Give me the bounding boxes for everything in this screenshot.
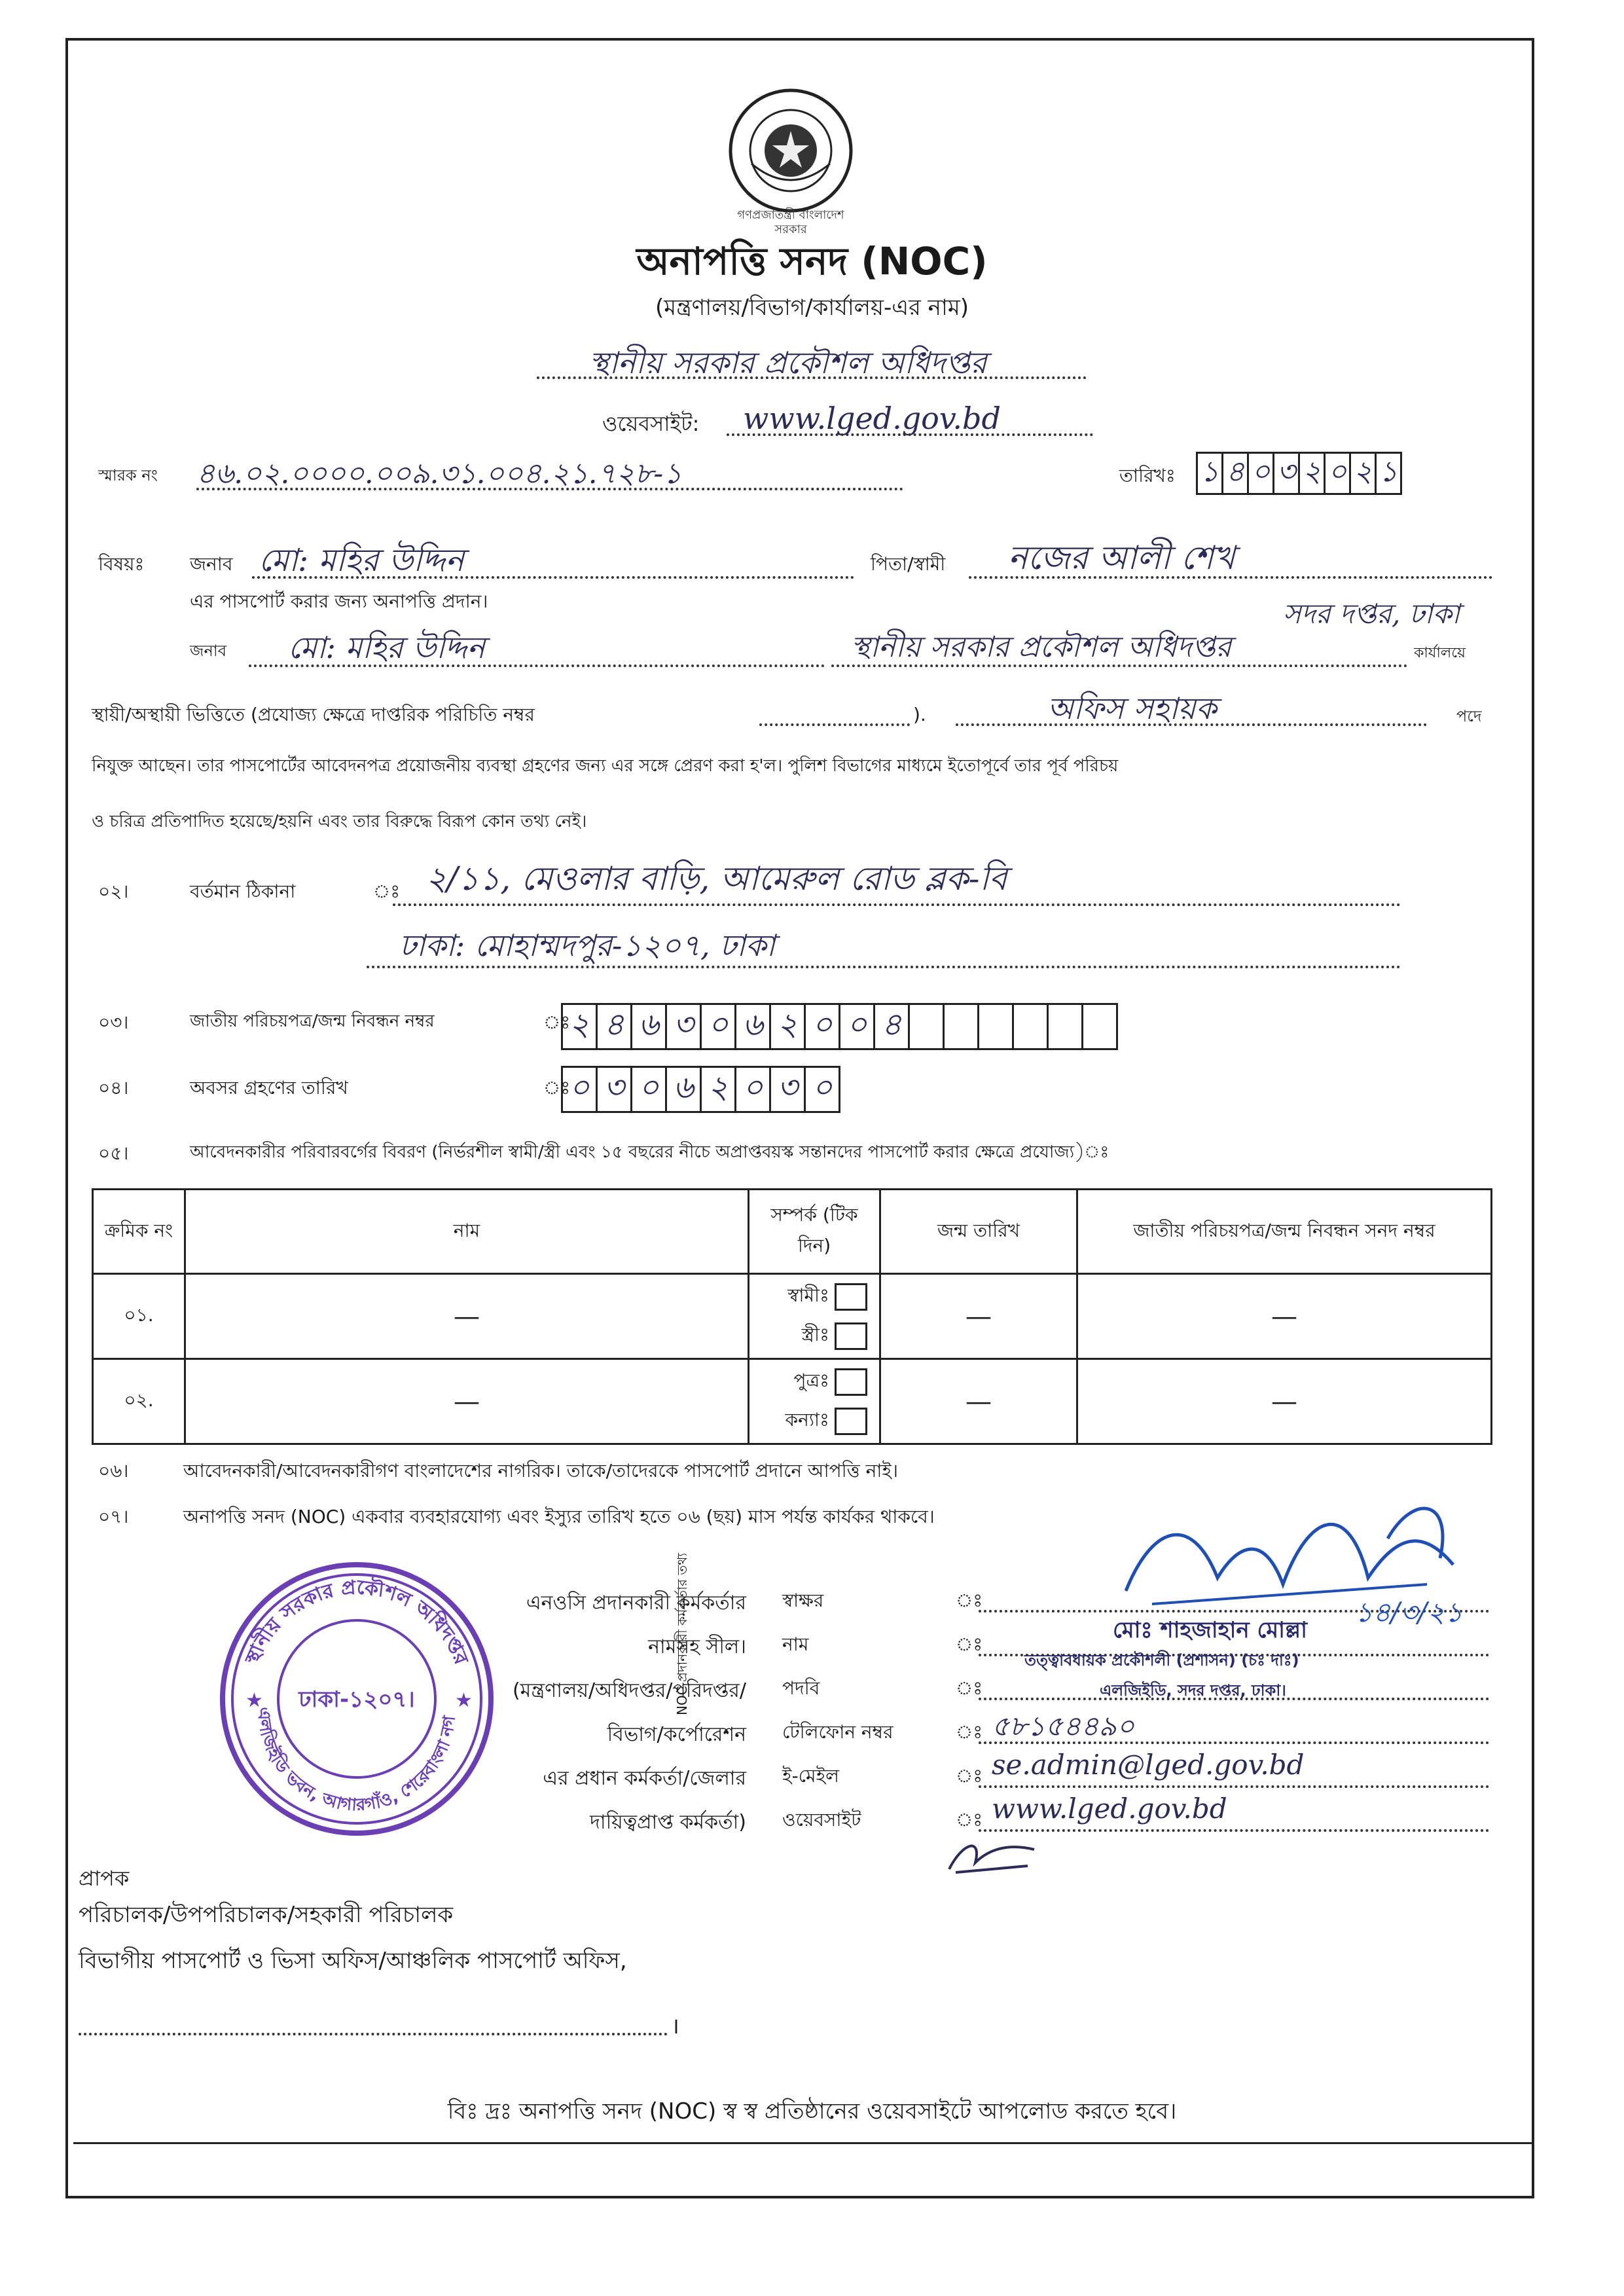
issuer-left-line: বিভাগ/কর্পোরেশন: [607, 1723, 746, 1746]
website-line: [727, 433, 1093, 436]
nid-digit-8: ০: [839, 1003, 875, 1050]
issuer-vertical-label: NOC প্রদানকারী কর্মকর্তার তথ্য: [674, 1552, 690, 1715]
issuer-field-colon: ঃ: [956, 1590, 983, 1611]
table-row: [93, 1274, 1492, 1359]
son-checkbox[interactable]: [835, 1368, 867, 1396]
nid-digit-2: ৬: [630, 1003, 667, 1050]
sign-date: ১৪/৩/২১: [1355, 1596, 1463, 1628]
designation-line: [956, 723, 1427, 726]
header-relation: সম্পর্ক (টিক দিন): [749, 1190, 880, 1274]
date-digit-3: ৩: [1272, 452, 1300, 495]
retire-digit-4: ২: [700, 1066, 736, 1113]
date-digit-1: ৪: [1221, 452, 1249, 495]
government-seal: [725, 85, 856, 216]
relation-label: স্বামীঃ: [787, 1285, 829, 1306]
family-table: [92, 1188, 1492, 1445]
nid-digit-10: [908, 1003, 945, 1050]
retire-digit-1: ৩: [596, 1066, 632, 1113]
header-dob: জন্ম তারিখ: [880, 1190, 1077, 1274]
line3-suffix: ).: [913, 704, 926, 725]
paragraph-1: নিযুক্ত আছেন। তার পাসপোর্টের আবেদনপত্র প্রয়োজনীয় ব্যবস্থা গ্রহণের জন্য এর সঙ্গে প্রেরণ করা হ'ল। পুলিশ বিভাগের মাধ্যমে ইতোপূর্বে তার পূর্ব পরিচয়: [92, 756, 1119, 776]
table-row: [93, 1359, 1492, 1444]
nid-digit-3: ৩: [665, 1003, 702, 1050]
initials-scribble: [943, 1830, 1041, 1882]
nid-digit-12: [977, 1003, 1014, 1050]
website-label: ওয়েবসাইট:: [602, 411, 700, 436]
officer-stamp-title: তত্ত্বাবধায়ক প্রকৌশলী (প্রশাসন) (চঃ দাঃ): [1024, 1651, 1299, 1669]
seal-lettering: গণপ্রজাতন্ত্রী বাংলাদেশ সরকার: [737, 208, 844, 236]
father-line: [969, 576, 1492, 579]
issuer-field-colon: ঃ: [956, 1721, 983, 1743]
issuer-field-label: পদবি: [782, 1677, 820, 1699]
issuer-left-line: দায়িত্বপ্রাপ্ত কর্মকর্তা): [590, 1811, 746, 1834]
issuer-field-label: ই-মেইল: [782, 1765, 840, 1787]
father-name: নজের আলী শেখ: [1008, 539, 1235, 577]
row-nid: —: [1077, 1274, 1492, 1359]
officer-stamp-name: মোঃ শাহজাহান মোল্লা: [1113, 1617, 1308, 1643]
issuer-field-value: ৫৮১৫৪৪৯০: [992, 1710, 1135, 1742]
address-colon: ঃ: [373, 881, 401, 902]
designation-suffix: পদে: [1456, 707, 1482, 725]
svg-text:★: ★: [245, 1689, 263, 1712]
mr-label-2: জনাব: [190, 642, 227, 660]
relation-label: স্ত্রীঃ: [801, 1324, 829, 1345]
recipient-line-end: ।: [671, 2013, 679, 2039]
item-03-number: ০৩।: [98, 1011, 129, 1033]
footer-note: বিঃ দ্রঃ অনাপত্তি সনদ (NOC) স্ব স্ব প্রতিষ্ঠানের ওয়েবসাইটে আপলোড করতে হবে।: [447, 2098, 1177, 2124]
recipient-dots: [79, 2033, 668, 2035]
retire-date-boxes: [563, 1066, 840, 1113]
office-name: স্থানীয় সরকার প্রকৌশল অধিদপ্তর: [589, 345, 987, 380]
daughter-checkbox[interactable]: [835, 1408, 867, 1435]
issuer-left-line: (মন্ত্রণালয়/অধিদপ্তর/পরিদপ্তর/: [512, 1679, 746, 1702]
issuer-field-label: স্বাক্ষর: [782, 1590, 824, 1611]
nid-digit-4: ০: [700, 1003, 736, 1050]
family-table-header: [93, 1190, 1492, 1274]
nid-colon: ঃ: [543, 1011, 571, 1033]
husband-checkbox[interactable]: [835, 1283, 867, 1311]
row-serial: ০২.: [93, 1359, 185, 1444]
relation-label: কন্যাঃ: [785, 1409, 829, 1430]
date-digit-4: ২: [1298, 452, 1326, 495]
retire-digit-7: ০: [804, 1066, 840, 1113]
row-serial: ০১.: [93, 1274, 185, 1359]
issuer-left-line: এনওসি প্রদানকারী কর্মকর্তার: [526, 1592, 746, 1614]
recipient-line-2: বিভাগীয় পাসপোর্ট ও ভিসা অফিস/আঞ্চলিক পাসপোর্ট অফিস,: [79, 1948, 627, 1974]
citizen-text: আবেদনকারী/আবেদনকারীগণ বাংলাদেশের নাগরিক। তাকে/তাদেরকে পাসপোর্ট প্রদানে আপত্তি নাই।: [183, 1460, 899, 1482]
date-label: তারিখঃ: [1119, 465, 1176, 486]
address-label: বর্তমান ঠিকানা: [190, 881, 296, 902]
designation: অফিস সহায়ক: [1047, 691, 1217, 726]
issuer-field-label: নাম: [782, 1633, 809, 1655]
item-05-number: ০৫।: [98, 1142, 129, 1164]
issuer-field-colon: ঃ: [956, 1765, 983, 1787]
retire-digit-6: ৩: [769, 1066, 806, 1113]
issuer-left-line: নামসহ সীল।: [648, 1635, 746, 1658]
item-02-number: ০২।: [98, 881, 129, 902]
date-digit-0: ১: [1196, 452, 1223, 495]
issuer-field-value: www.lged.gov.bd: [992, 1793, 1227, 1825]
issuer-field-row: [782, 1794, 1502, 1838]
memo-label: স্মারক নং: [98, 466, 158, 484]
recipient-label: প্রাপক: [79, 1866, 130, 1891]
retire-digit-3: ৬: [665, 1066, 702, 1113]
memo-number: ৪৬.০২.০০০০.০০৯.৩১.০০৪.২১.৭২৮-১: [196, 457, 682, 490]
issuer-field-label: ওয়েবসাইট: [782, 1809, 861, 1831]
validity-text: অনাপত্তি সনদ (NOC) একবার ব্যবহারযোগ্য এবং ইস্যুর তারিখ হতে ০৬ (ছয়) মাস পর্যন্ত কার্যকর থাকবে।: [183, 1506, 935, 1527]
svg-text:ঢাকা-১২০৭।: ঢাকা-১২০৭।: [298, 1686, 415, 1713]
issue-date-boxes: [1198, 452, 1402, 495]
issuer-field-colon: ঃ: [956, 1809, 983, 1831]
office-line-2: [831, 665, 1407, 667]
subject-label: বিষয়ঃ: [98, 553, 145, 575]
office-line: [537, 376, 1087, 379]
extra-office: সদর দপ্তর, ঢাকা: [1283, 598, 1460, 630]
date-digit-6: ২: [1349, 452, 1377, 495]
issuer-field-row: [782, 1750, 1502, 1794]
date-digit-7: ১: [1375, 452, 1402, 495]
issuer-left-block: [419, 1581, 746, 1844]
item-06-number: ০৬।: [98, 1460, 129, 1482]
item-04-number: ০৪।: [98, 1077, 129, 1099]
office-suffix: কার্যালয়ে: [1414, 645, 1466, 661]
header-nid: জাতীয় পরিচয়পত্র/জন্ম নিবন্ধন সনদ নম্বর: [1077, 1190, 1492, 1274]
retire-digit-0: ০: [561, 1066, 598, 1113]
retire-label: অবসর গ্রহণের তারিখ: [190, 1077, 348, 1099]
row-nid: —: [1077, 1359, 1492, 1444]
issuer-field-label: টেলিফোন নম্বর: [782, 1721, 893, 1743]
nid-boxes: [563, 1003, 1118, 1050]
family-label: আবেদনকারীর পরিবারবর্গের বিবরণ (নির্ভরশীল স্বামী/স্ত্রী এবং ১৫ বছরের নীচে অপ্রাপ্তবয়স্ক সন্তানদের পাসপোর্ট করার ক্ষেত্রে প্রযোজ্য)ঃ: [190, 1142, 1110, 1162]
nid-digit-15: [1081, 1003, 1118, 1050]
nid-digit-11: [943, 1003, 979, 1050]
header-serial: ক্রমিক নং: [93, 1190, 185, 1274]
applicant-name: মো: মহির উদ্দিন: [259, 542, 465, 579]
row-dob: —: [880, 1274, 1077, 1359]
nid-digit-9: ৪: [873, 1003, 910, 1050]
officer-stamp-office: এলজিইডি, সদর দপ্তর, ঢাকা।: [1100, 1681, 1286, 1700]
website-value: www.lged.gov.bd: [743, 401, 1001, 436]
issuer-field-line: [979, 1785, 1489, 1788]
nid-digit-7: ০: [804, 1003, 840, 1050]
wife-checkbox[interactable]: [835, 1322, 867, 1350]
issuer-field-value: se.admin@lged.gov.bd: [992, 1749, 1305, 1781]
nid-digit-13: [1012, 1003, 1049, 1050]
page-title: অনাপত্তি সনদ (NOC): [636, 239, 988, 283]
retire-colon: ঃ: [543, 1077, 571, 1099]
applicant-name-2: মো: মহির উদ্দিন: [288, 630, 485, 665]
subject-line-2: এর পাসপোর্ট করার জন্য অনাপত্তি প্রদান।: [190, 591, 488, 612]
page-subtitle: (মন্ত্রণালয়/বিভাগ/কার্যালয়-এর নাম): [655, 295, 969, 321]
applicant-line: [252, 576, 854, 579]
issuer-field-colon: ঃ: [956, 1633, 983, 1655]
father-label: পিতা/স্বামী: [871, 553, 946, 575]
nid-digit-1: ৪: [596, 1003, 632, 1050]
item-07-number: ০৭।: [98, 1506, 129, 1527]
office-2: স্থানীয় সরকার প্রকৌশল অধিদপ্তর: [851, 630, 1232, 664]
row-dob: —: [880, 1359, 1077, 1444]
issuer-left-line: এর প্রধান কর্মকর্তা/জেলার: [543, 1767, 746, 1790]
svg-text:★: ★: [455, 1689, 473, 1712]
row-name: —: [185, 1359, 749, 1444]
memo-line: [196, 488, 903, 490]
address-line-2: ঢাকা: মোহাম্মদপুর-১২০৭, ঢাকা: [399, 928, 776, 963]
header-name: নাম: [185, 1190, 749, 1274]
relation-label: পুত্রঃ: [793, 1370, 829, 1391]
id-line: [759, 723, 910, 726]
mr-label: জনাব: [190, 553, 233, 575]
address-line-1: ২/১১, মেওলার বাড়ি, আমেরুল রোড ব্লক-বি: [425, 860, 1007, 898]
line3-prefix: স্থায়ী/অস্থায়ী ভিত্তিতে (প্রযোজ্য ক্ষেত্রে দাপ্তরিক পরিচিতি নম্বর: [92, 704, 535, 725]
applicant-line-2: [249, 665, 825, 667]
address-dots-2: [367, 966, 1401, 968]
issuer-field-row: [782, 1706, 1502, 1750]
retire-digit-2: ০: [630, 1066, 667, 1113]
nid-digit-14: [1047, 1003, 1083, 1050]
retire-digit-5: ০: [734, 1066, 771, 1113]
issuer-field-colon: ঃ: [956, 1677, 983, 1699]
svg-text:এলজিইডি ভবন, আগারগাঁও, শেরেবাং: এলজিইডি ভবন, আগারগাঁও, শেরেবাংলা নগ: [253, 1707, 460, 1815]
paragraph-2: ও চরিত্র প্রতিপাদিত হয়েছে/হয়নি এবং তার বিরুদ্ধে বিরূপ কোন তথ্য নেই।: [92, 812, 587, 831]
issuer-field-line: [979, 1829, 1489, 1832]
nid-digit-5: ৬: [734, 1003, 771, 1050]
date-digit-5: ০: [1324, 452, 1351, 495]
row-name: —: [185, 1274, 749, 1359]
date-digit-2: ০: [1247, 452, 1274, 495]
footer-divider: [73, 2142, 1534, 2144]
recipient-line-1: পরিচালক/উপপরিচালক/সহকারী পরিচালক: [79, 1902, 454, 1928]
nid-digit-0: ২: [561, 1003, 598, 1050]
nid-digit-6: ২: [769, 1003, 806, 1050]
nid-label: জাতীয় পরিচয়পত্র/জন্ম নিবন্ধন নম্বর: [190, 1011, 435, 1031]
address-dots-1: [393, 903, 1401, 906]
svg-text:স্থানীয় সরকার প্রকৌশল অধিদপ্ত: স্থানীয় সরকার প্রকৌশল অধিদপ্তর: [240, 1575, 473, 1668]
